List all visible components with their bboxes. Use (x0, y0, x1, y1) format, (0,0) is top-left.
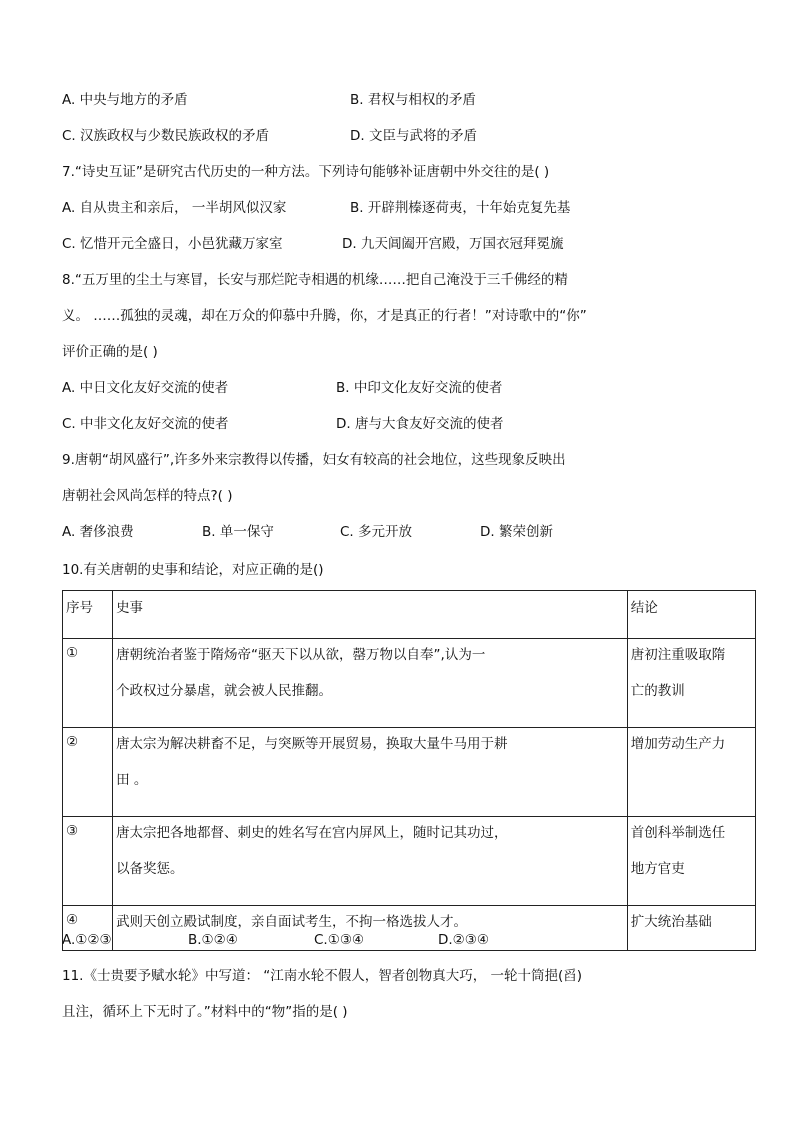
q9-option-d: D. 繁荣创新 (480, 524, 553, 540)
header-number: 序号 (63, 591, 113, 639)
q7-option-a: A. 自从贵主和亲后， 一半胡风似汉家 (62, 200, 287, 216)
row-conclusion-line: 扩大统治基础 (630, 914, 712, 930)
header-conclusion: 结论 (627, 591, 755, 639)
table-row (63, 906, 756, 951)
row-event-line: 唐太宗把各地都督、刺史的姓名写在宫内屏风上，随时记其功过， (116, 825, 508, 841)
row-conclusion (627, 728, 755, 817)
row-number: ③ (63, 817, 113, 906)
q8-option-c: C. 中非文化友好交流的使者 (62, 416, 229, 432)
row-conclusion (627, 817, 755, 906)
row-event-line: 唐太宗为解决耕畜不足，与突厥等开展贸易，换取大量牛马用于耕 (116, 736, 508, 752)
q9-option-c: C. 多元开放 (340, 524, 413, 540)
row-conclusion (627, 906, 755, 951)
q8-stem-line-1: 8.“五万里的尘土与寒冒，长安与那烂陀寺相遇的机缘……把自己淹没于三千佛经的精 (62, 272, 568, 288)
row-event-line: 以备奖惩。 (116, 861, 184, 877)
row-event-line: 武则天创立殿试制度，亲自面试考生，不拘一格选拔人才。 (116, 914, 468, 930)
row-conclusion-line: 唐初注重吸取隋 (630, 647, 726, 663)
row-conclusion-line: 亡的教训 (630, 683, 685, 699)
q6-option-b: B. 君权与相权的矛盾 (350, 92, 476, 108)
q11-stem-line-1: 11.《士贵要予赋水轮》中写道： “江南水轮不假人，智者创物真大巧， 一轮十筒挹(舀) (62, 968, 583, 984)
table-row (63, 728, 756, 817)
q6-option-a: A. 中央与地方的矛盾 (62, 92, 188, 108)
q7-option-c: C. 忆惜开元全盛日，小邑犹藏万家室 (62, 236, 283, 252)
row-event-line: 唐朝统治者鉴于隋炀帝“驱天下以从欲，罄万物以自奉”,认为一 (116, 647, 486, 663)
row-number: ① (63, 639, 113, 728)
q9-stem-line-2: 唐朝社会风尚怎样的特点?( ) (62, 488, 233, 504)
row-conclusion-line: 首创科举制选任 (630, 825, 726, 841)
q9-stem-line-1: 9.唐朝“胡风盛行”,许多外来宗教得以传播，妇女有较高的社会地位，这些现象反映出 (62, 452, 566, 468)
row-number: ④ (63, 906, 113, 951)
q8-option-b: B. 中印文化友好交流的使者 (336, 380, 503, 396)
q9-option-a: A. 奢侈浪费 (62, 524, 134, 540)
q10-table (62, 590, 756, 951)
row-event (113, 728, 628, 817)
row-conclusion-line: 增加劳动生产力 (630, 736, 726, 752)
q6-option-c: C. 汉族政权与少数民族政权的矛盾 (62, 128, 270, 144)
q10-stem: 10.有关唐朝的史事和结论，对应正确的是() (62, 562, 324, 578)
q7-option-d: D. 九天阊阖开宫殿，万国衣冠拜冕旒 (342, 236, 564, 252)
row-event-line: 个政权过分暴虐，就会被人民推翻。 (116, 683, 333, 699)
q9-option-b: B. 单一保守 (202, 524, 274, 540)
row-conclusion (627, 639, 755, 728)
q10-option-b: B.①②④ (188, 932, 238, 948)
row-conclusion-line: 地方官吏 (630, 861, 685, 877)
table-header-row (63, 591, 756, 639)
table-row (63, 639, 756, 728)
q7-option-b: B. 开辟荆榛逐荷夷，十年始克复先基 (350, 200, 571, 216)
q6-option-d: D. 文臣与武将的矛盾 (350, 128, 477, 144)
row-event-line: 田 。 (116, 772, 148, 788)
row-event (113, 817, 628, 906)
q10-option-c: C.①③④ (314, 932, 365, 948)
q10-option-a: A.①②③ (62, 932, 112, 948)
q7-stem: 7.“诗史互证”是研究古代历史的一种方法。下列诗句能够补证唐朝中外交往的是( ) (62, 164, 550, 180)
q11-stem-line-2: 且注，循环上下无时了。”材料中的“物”指的是( ) (62, 1004, 348, 1020)
q8-stem-line-3: 评价正确的是( ) (62, 344, 158, 360)
q8-option-d: D. 唐与大食友好交流的使者 (336, 416, 504, 432)
row-event (113, 639, 628, 728)
row-number: ② (63, 728, 113, 817)
q10-option-d: D.②③④ (438, 932, 489, 948)
q8-option-a: A. 中日文化友好交流的使者 (62, 380, 229, 396)
q8-stem-line-2: 义。 ……孤独的灵魂，却在万众的仰慕中升腾，你，才是真正的行者！”对诗歌中的“你” (62, 308, 587, 324)
table-row (63, 817, 756, 906)
header-event: 史事 (113, 591, 628, 639)
